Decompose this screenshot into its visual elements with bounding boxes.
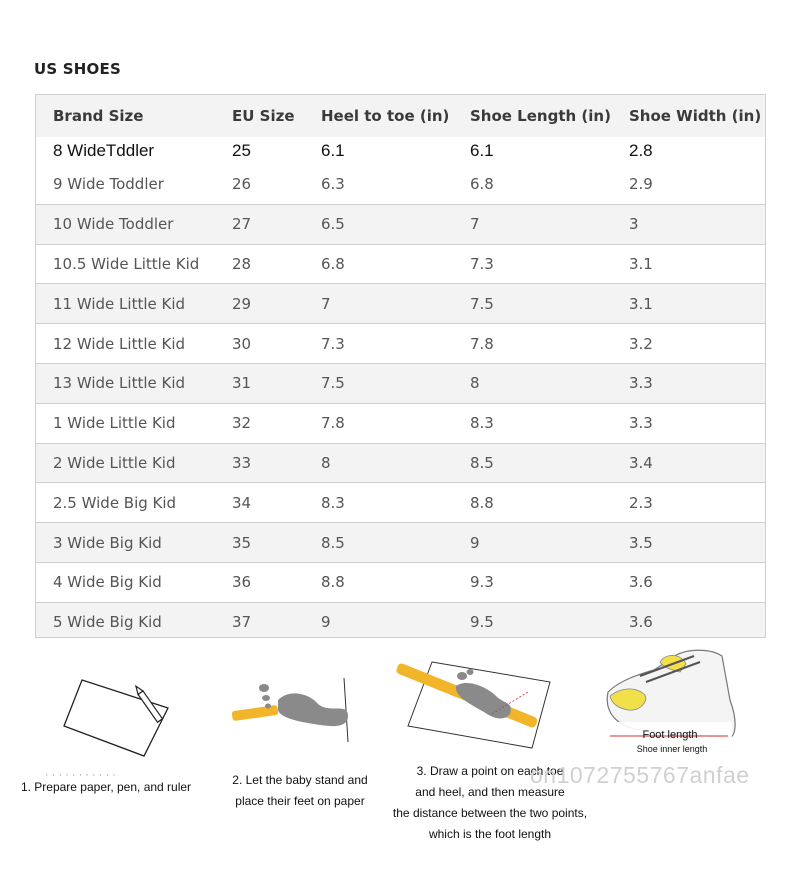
footprint-ruler-icon [230, 674, 360, 749]
foot-length-label: Foot length [642, 729, 698, 741]
table-cell: 8 [470, 374, 480, 393]
table-cell: 7.8 [470, 334, 494, 353]
table-row [36, 364, 765, 404]
step2-caption: 2. Let the baby stand and place their feet on paper [232, 773, 368, 808]
table-cell: 9 Wide Toddler [53, 175, 164, 194]
table-cell: 9.5 [470, 613, 494, 632]
table-cell: 3.1 [629, 254, 653, 273]
page-title: US SHOES [34, 60, 121, 78]
table-cell: 8.5 [321, 533, 345, 552]
table-cell: 8.8 [470, 493, 494, 512]
shoe-length-icon [600, 640, 740, 758]
table-cell: 9.3 [470, 573, 494, 592]
table-cell: 3.1 [629, 294, 653, 313]
table-cell: 32 [232, 414, 252, 433]
table-cell: 2.5 Wide Big Kid [53, 493, 177, 512]
table-cell: 7.3 [321, 334, 345, 353]
table-cell: 3 Wide Big Kid [53, 533, 162, 552]
table-row [36, 137, 765, 165]
table-cell: 1 Wide Little Kid [53, 414, 176, 433]
table-cell: 10 Wide Toddler [53, 215, 174, 234]
smudged-text: · · · · · · · · · · · [45, 769, 116, 781]
table-cell: 7.5 [321, 374, 345, 393]
table-cell: 3.4 [629, 453, 653, 472]
table-header-row [36, 95, 765, 137]
size-table [35, 94, 766, 638]
column-header: Shoe Width (in) [629, 107, 762, 125]
table-row [36, 563, 765, 603]
table-cell: 3 [629, 215, 639, 234]
table-cell: 6.1 [321, 141, 345, 160]
table-cell: 6.1 [470, 141, 494, 160]
table-cell: 29 [232, 294, 252, 313]
table-cell: 27 [232, 215, 252, 234]
table-cell: 30 [232, 334, 252, 353]
table-cell: 6.3 [321, 175, 345, 194]
table-cell: 10.5 Wide Little Kid [53, 254, 200, 273]
measure-foot-icon [392, 660, 557, 750]
column-header: EU Size [232, 107, 295, 125]
table-cell: 7.8 [321, 414, 345, 433]
table-cell: 7 [321, 294, 331, 313]
table-cell: 5 Wide Big Kid [53, 613, 162, 632]
step1-caption: 1. Prepare paper, pen, and ruler [20, 780, 192, 794]
table-cell: 2 Wide Little Kid [53, 453, 176, 472]
table-cell: 6.8 [470, 175, 494, 194]
table-row [36, 603, 765, 638]
table-cell: 8.3 [470, 414, 494, 433]
table-row [36, 444, 765, 484]
table-cell: 2.9 [629, 175, 653, 194]
table-cell: 33 [232, 453, 252, 472]
table-cell: 34 [232, 493, 252, 512]
table-cell: 3.6 [629, 573, 653, 592]
paper-pen-icon [60, 678, 180, 758]
table-row [36, 404, 765, 444]
table-cell: 13 Wide Little Kid [53, 374, 186, 393]
table-cell: 3.2 [629, 334, 653, 353]
table-cell: 7.3 [470, 254, 494, 273]
table-cell: 9 [470, 533, 480, 552]
table-cell: 37 [232, 613, 252, 632]
table-cell: 7.5 [470, 294, 494, 313]
column-header: Brand Size [53, 107, 144, 125]
table-row [36, 205, 765, 245]
table-cell: 6.8 [321, 254, 345, 273]
table-cell: 8.3 [321, 493, 345, 512]
step3-caption: 3. Draw a point on each toe and heel, and then measure the distance between the two points, which is the foot length [392, 764, 588, 841]
table-row [36, 165, 765, 205]
table-cell: 8.8 [321, 573, 345, 592]
table-row [36, 284, 765, 324]
table-cell: 3.3 [629, 414, 653, 433]
table-cell: 11 Wide Little Kid [53, 294, 186, 313]
table-row [36, 523, 765, 563]
table-row [36, 483, 765, 523]
table-cell: 8 WideTddler [53, 141, 155, 160]
table-row [36, 245, 765, 285]
table-cell: 8.5 [470, 453, 494, 472]
table-cell: 26 [232, 175, 252, 194]
shoe-inner-length-label: Shoe inner length [636, 744, 708, 754]
table-cell: 36 [232, 573, 252, 592]
table-cell: 4 Wide Big Kid [53, 573, 162, 592]
table-cell: 28 [232, 254, 252, 273]
table-row [36, 324, 765, 364]
table-cell: 9 [321, 613, 331, 632]
table-cell: 2.3 [629, 493, 653, 512]
table-cell: 12 Wide Little Kid [53, 334, 186, 353]
table-cell: 3.6 [629, 613, 653, 632]
table-cell: 6.5 [321, 215, 345, 234]
table-cell: 25 [232, 141, 251, 160]
table-cell: 3.5 [629, 533, 653, 552]
table-cell: 7 [470, 215, 480, 234]
table-cell: 35 [232, 533, 252, 552]
column-header: Heel to toe (in) [321, 107, 450, 125]
table-cell: 2.8 [629, 141, 653, 160]
watermark: on1072755767anfae [530, 762, 750, 788]
table-cell: 3.3 [629, 374, 653, 393]
table-cell: 31 [232, 374, 252, 393]
column-header: Shoe Length (in) [470, 107, 611, 125]
table-cell: 8 [321, 453, 331, 472]
